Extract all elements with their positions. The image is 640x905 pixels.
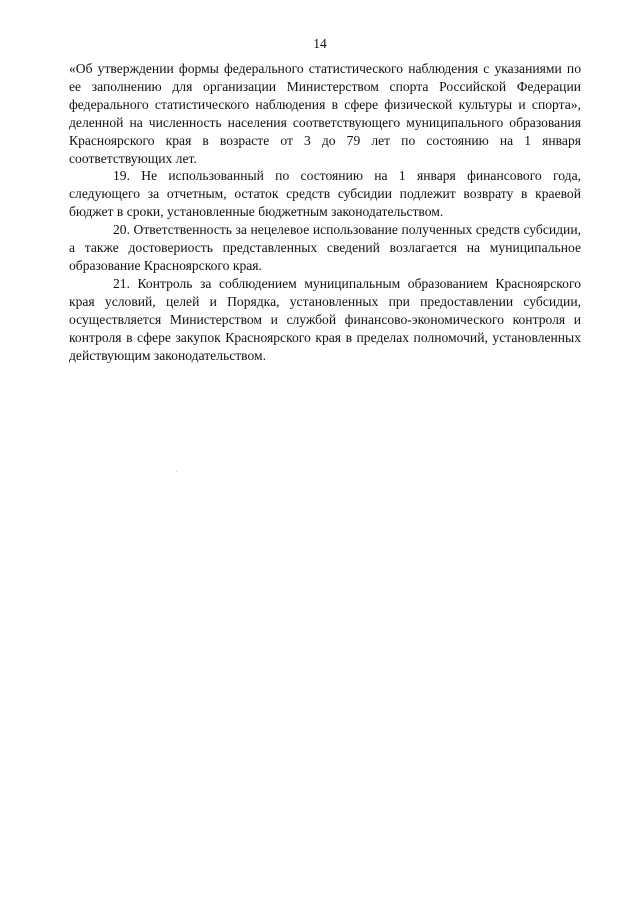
document-body <box>69 60 581 364</box>
paragraph-item-20: 20. Ответственность за нецелевое использование полученных средств субсидии, а также достовериость представленных сведений возлагается на муниципальное образование Красноярского края. <box>69 222 581 273</box>
page-number: 14 <box>313 36 327 51</box>
paragraph-item-21: 21. Контроль за соблюдением муниципальным образованием Красноярского края условий, целей и Порядка, установленных при предоставлении субсидии, осуществляется Министерством и службой финансово-экономического контроля и контроля в сфере закупок Красноярского края в пределах полномочий, установленных действующим законодательством. <box>69 275 581 363</box>
paragraph-continuation: «Об утверждении формы федерального статистического наблюдения с указаниями по ее заполнению для организации Министерством спорта Российской Федерации федерального статистического наблюдения в сфере физической культуры и спорта», деленной на численность населения соответствующего муниципального образования Красноярского края в возрасте от 3 до 79 лет по состоянию на 1 января соответствующих лет. <box>69 61 581 166</box>
paragraph-item-19: 19. Не использованный по состоянию на 1 января финансового года, следующего за отчетным, остаток средств субсидии подлежит возврату в краевой бюджет в сроки, установленные бюджетным законодательством. <box>69 168 581 220</box>
scan-speck <box>176 471 177 472</box>
